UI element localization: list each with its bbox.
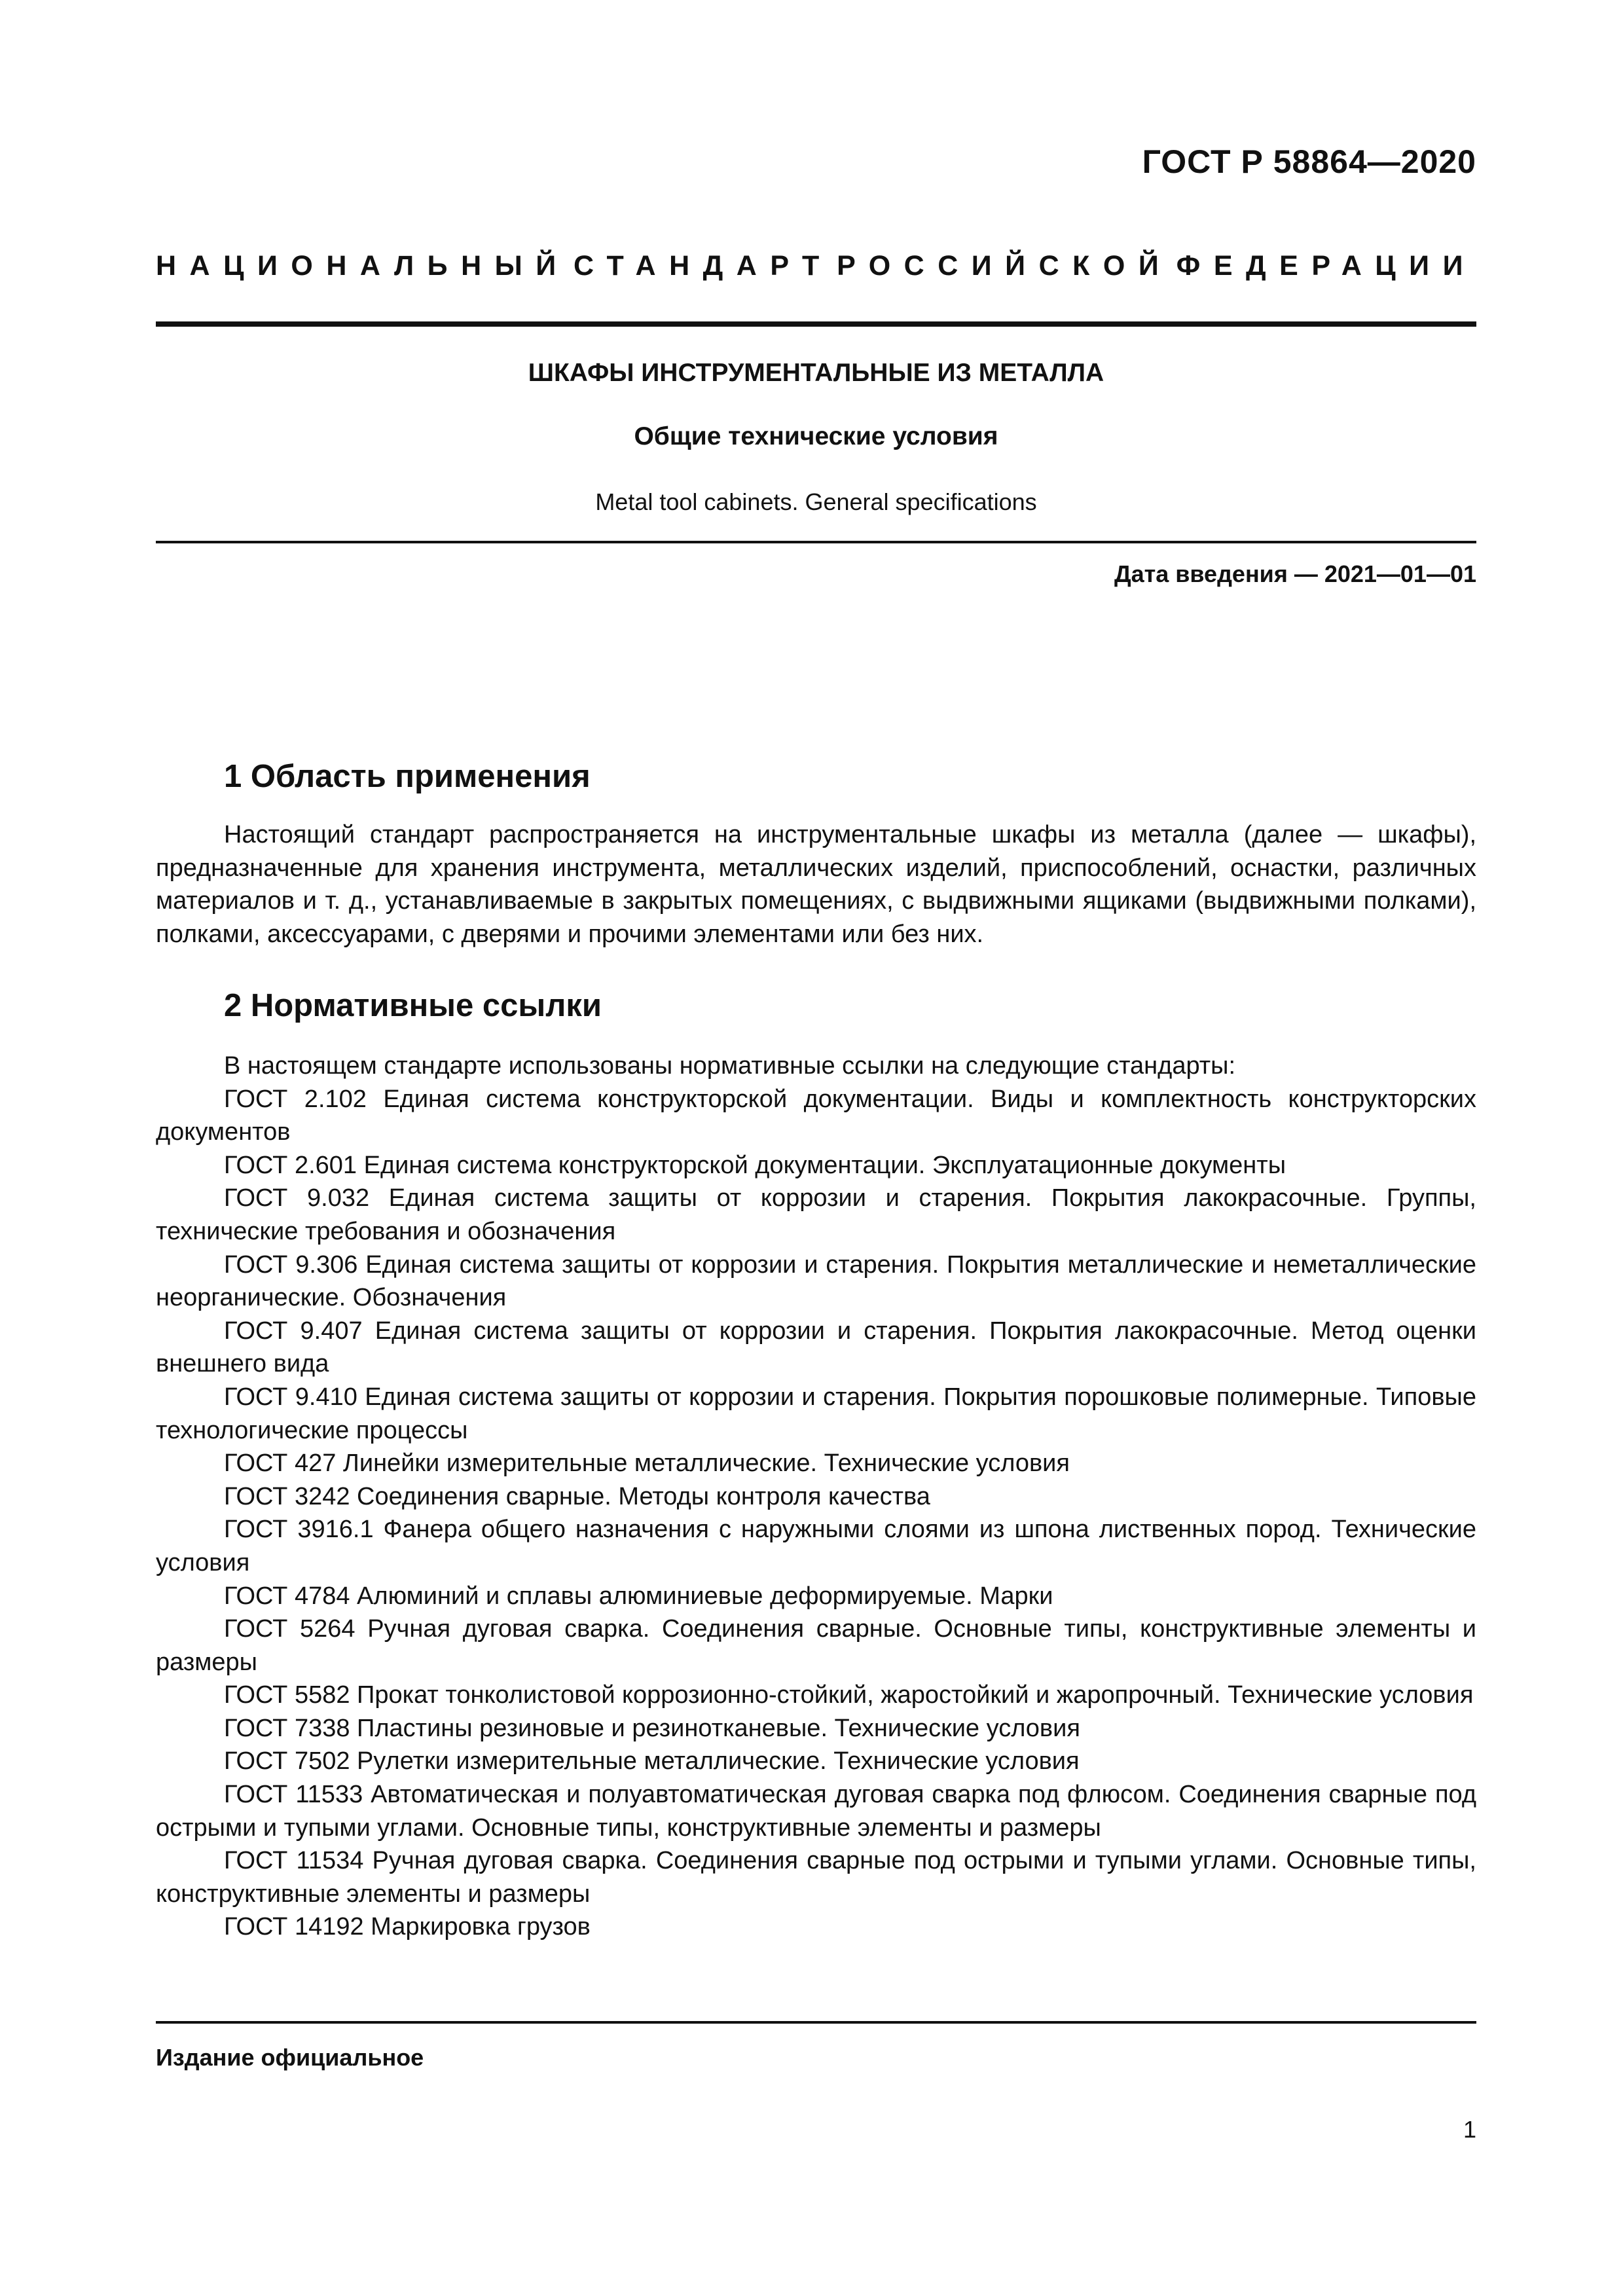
reference-item: ГОСТ 9.032 Единая система защиты от коррозии и старения. Покрытия лакокрасочные. Группы, технические требования и обозначения xyxy=(156,1184,1476,1245)
reference-item: ГОСТ 9.407 Единая система защиты от коррозии и старения. Покрытия лакокрасочные. Метод оценки внешнего вида xyxy=(156,1317,1476,1378)
reference-item: ГОСТ 3916.1 Фанера общего назначения с наружными слоями из шпона лиственных пород. Технические условия xyxy=(156,1516,1476,1576)
paragraph: В настоящем стандарте использованы нормативные ссылки на следующие стандарты: xyxy=(224,1052,1236,1080)
reference-item: ГОСТ 5264 Ручная дуговая сварка. Соединения сварные. Основные типы, конструктивные элементы и размеры xyxy=(156,1615,1476,1676)
banner-word: РОССИЙСКОЙ xyxy=(837,250,1173,282)
paragraph: Настоящий стандарт распространяется на инструментальные шкафы из металла (далее — шкафы), предназначенные для хранения инструмента, металлических изделий, приспособлений, оснастки, различных материалов и т. д., устанавливаемые в закрытых помещениях, с выдвижными ящиками (выдвижными полками), полками, аксессуарами, с дверями и прочими элементами или без них. xyxy=(156,821,1476,948)
reference-item: ГОСТ 11533 Автоматическая и полуавтоматическая дуговая сварка под флюсом. Соединения сварные под острыми и тупыми углами. Основные типы, конструктивные элементы и размеры xyxy=(156,1781,1476,1842)
banner-word: НАЦИОНАЛЬНЫЙ xyxy=(156,250,570,282)
section-heading-references: 2 Нормативные ссылки xyxy=(224,988,602,1023)
official-edition-label: Издание официальное xyxy=(156,2044,424,2071)
footer-divider xyxy=(156,2021,1476,2024)
reference-item: ГОСТ 2.102 Единая система конструкторской документации. Виды и комплектность конструкторских документов xyxy=(156,1085,1476,1146)
reference-item: ГОСТ 3242 Соединения сварные. Методы контроля качества xyxy=(224,1482,930,1510)
reference-item: ГОСТ 14192 Маркировка грузов xyxy=(224,1913,591,1941)
reference-item: ГОСТ 7502 Рулетки измерительные металлические. Технические условия xyxy=(224,1747,1080,1776)
reference-item: ГОСТ 2.601 Единая система конструкторской документации. Эксплуатационные документы xyxy=(224,1151,1286,1179)
reference-item: ГОСТ 9.306 Единая система защиты от коррозии и старения. Покрытия металлические и неметаллические неорганические. Обозначения xyxy=(156,1250,1476,1312)
standard-number: ГОСТ Р 58864—2020 xyxy=(1142,143,1476,180)
banner-word: ФЕДЕРАЦИИ xyxy=(1176,250,1476,282)
reference-item: ГОСТ 427 Линейки измерительные металлические. Технические условия xyxy=(224,1449,1070,1478)
banner-word: СТАНДАРТ xyxy=(574,250,833,282)
english-title: Metal tool cabinets. General specifications xyxy=(595,488,1037,515)
header-divider xyxy=(156,321,1476,327)
section-references-body xyxy=(156,1049,1476,1944)
reference-item: ГОСТ 7338 Пластины резиновые и резинотканевые. Технические условия xyxy=(224,1714,1080,1742)
reference-item: ГОСТ 11534 Ручная дуговая сварка. Соединения сварные под острыми и тупыми углами. Основные типы, конструктивные элементы и размеры xyxy=(156,1847,1476,1908)
reference-item: ГОСТ 4784 Алюминий и сплавы алюминиевые деформируемые. Марки xyxy=(224,1582,1053,1610)
introduction-date: Дата введения — 2021—01—01 xyxy=(1114,560,1476,587)
page-number: 1 xyxy=(1463,2116,1476,2143)
title-divider xyxy=(156,541,1476,543)
section-scope-body xyxy=(156,818,1476,951)
reference-item: ГОСТ 5582 Прокат тонколистовой коррозионно-стойкий, жаростойкий и жаропрочный. Технические условия xyxy=(224,1681,1474,1709)
document-title: ШКАФЫ ИНСТРУМЕНТАЛЬНЫЕ ИЗ МЕТАЛЛА xyxy=(528,359,1104,387)
national-standard-banner xyxy=(156,250,1476,282)
document-subtitle: Общие технические условия xyxy=(634,422,998,450)
reference-item: ГОСТ 9.410 Единая система защиты от коррозии и старения. Покрытия порошковые полимерные. Типовые технологические процессы xyxy=(156,1383,1476,1444)
section-heading-scope: 1 Область применения xyxy=(224,759,591,794)
